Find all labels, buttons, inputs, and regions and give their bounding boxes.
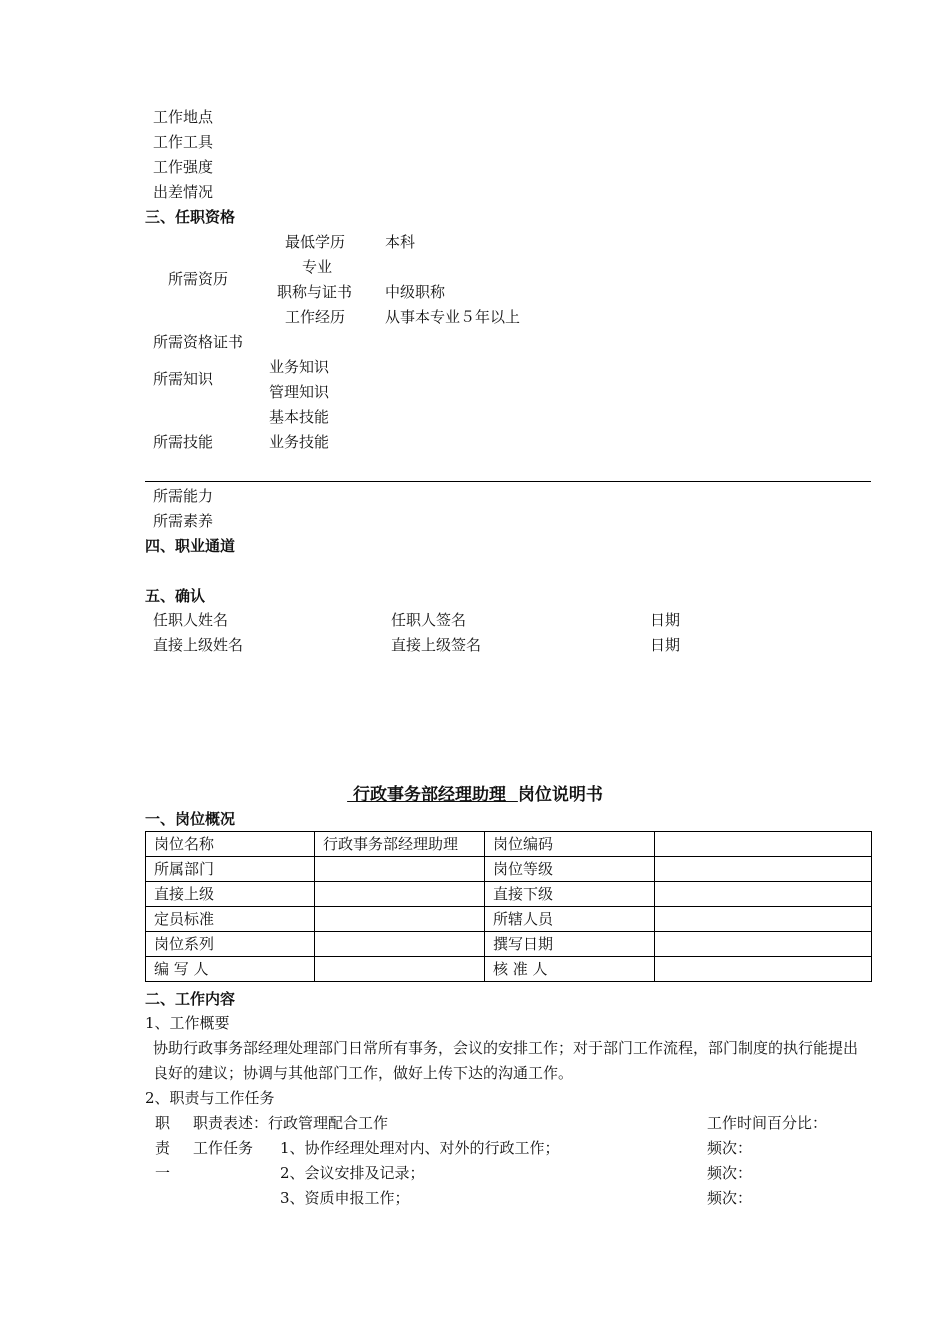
duty-column-char: 职 xyxy=(155,1114,171,1132)
table-row xyxy=(146,957,872,982)
table-label-cell: 所辖人员 xyxy=(485,907,655,932)
skills-label: 所需技能 xyxy=(153,433,214,451)
holder-sign-label: 任职人签名 xyxy=(391,611,467,629)
major-label: 专业 xyxy=(302,258,333,276)
work-intensity-label: 工作强度 xyxy=(153,158,214,176)
certificate-label: 所需资格证书 xyxy=(153,333,244,351)
confirm-heading: 五、确认 xyxy=(145,587,206,605)
skills-item: 业务技能 xyxy=(269,433,330,451)
table-label-cell: 直接上级 xyxy=(146,882,315,907)
knowledge-item: 业务知识 xyxy=(269,358,330,376)
work-content-heading: 二、工作内容 xyxy=(145,990,236,1008)
title-suffix: 岗位说明书 xyxy=(517,785,603,805)
title-position-name: 行政事务部经理助理 xyxy=(347,785,518,805)
knowledge-label: 所需知识 xyxy=(153,370,214,388)
table-label-cell: 定员标准 xyxy=(146,907,315,932)
task-label: 工作任务 xyxy=(193,1139,254,1157)
summary-heading: 1、工作概要 xyxy=(145,1014,230,1032)
table-value-cell xyxy=(315,957,485,982)
table-label-cell: 岗位等级 xyxy=(485,857,655,882)
table-label-cell: 编 写 人 xyxy=(146,957,315,982)
quality-label: 所需素养 xyxy=(153,512,214,530)
table-label-cell: 撰写日期 xyxy=(485,932,655,957)
table-value-cell: 行政事务部经理助理 xyxy=(315,832,485,857)
time-percentage-label: 工作时间百分比： xyxy=(707,1114,828,1132)
summary-text: 协助行政事务部经理处理部门日常所有事务，会议的安排工作；对于部门工作流程，部门制度的执行能提出良好的建议；协调与其他部门工作，做好上传下达的沟通工作。 xyxy=(153,1039,859,1082)
supervisor-sign-label: 直接上级签名 xyxy=(391,636,482,654)
table-value-cell xyxy=(655,957,872,982)
min-education-label: 最低学历 xyxy=(285,233,346,251)
table-label-cell: 核 准 人 xyxy=(485,957,655,982)
table-row xyxy=(146,857,872,882)
work-experience-value: 从事本专业５年以上 xyxy=(385,308,521,326)
table-value-cell xyxy=(655,882,872,907)
table-value-cell xyxy=(655,857,872,882)
table-label-cell: 岗位编码 xyxy=(485,832,655,857)
work-tools-label: 工作工具 xyxy=(153,133,214,151)
table-value-cell xyxy=(655,907,872,932)
table-value-cell xyxy=(315,932,485,957)
duty-column-char: 责 xyxy=(155,1139,171,1157)
min-education-value: 本科 xyxy=(385,233,416,251)
task-item: 1、协作经理处理对内、对外的行政工作； xyxy=(280,1139,560,1157)
skills-item: 基本技能 xyxy=(269,408,330,426)
duty-description: 职责表述：行政管理配合工作 xyxy=(193,1114,389,1132)
document-title xyxy=(0,784,950,806)
table-row xyxy=(146,907,872,932)
section-divider xyxy=(145,481,871,482)
business-travel-label: 出差情况 xyxy=(153,183,214,201)
table-label-cell: 岗位名称 xyxy=(146,832,315,857)
table-label-cell: 岗位系列 xyxy=(146,932,315,957)
duty-column-char: 一 xyxy=(155,1164,171,1182)
overview-heading: 一、岗位概况 xyxy=(145,810,236,828)
holder-name-label: 任职人姓名 xyxy=(153,611,229,629)
table-value-cell xyxy=(315,907,485,932)
supervisor-name-label: 直接上级姓名 xyxy=(153,636,244,654)
frequency-label: 频次： xyxy=(707,1189,753,1207)
knowledge-item: 管理知识 xyxy=(269,383,330,401)
table-row xyxy=(146,932,872,957)
table-value-cell xyxy=(655,832,872,857)
table-value-cell xyxy=(315,857,485,882)
duties-heading: 2、职责与工作任务 xyxy=(145,1089,275,1107)
work-location-label: 工作地点 xyxy=(153,108,214,126)
frequency-label: 频次： xyxy=(707,1139,753,1157)
frequency-label: 频次： xyxy=(707,1164,753,1182)
qualifications-heading: 三、任职资格 xyxy=(145,208,236,226)
career-heading: 四、职业通道 xyxy=(145,537,236,555)
work-experience-label: 工作经历 xyxy=(285,308,346,326)
ability-label: 所需能力 xyxy=(153,487,214,505)
holder-date-label: 日期 xyxy=(650,611,681,629)
table-value-cell xyxy=(315,882,485,907)
position-overview-table xyxy=(145,831,872,982)
task-item: 2、会议安排及记录； xyxy=(280,1164,425,1182)
title-cert-value: 中级职称 xyxy=(385,283,446,301)
task-item: 3、资质申报工作； xyxy=(280,1189,410,1207)
experience-label: 所需资历 xyxy=(168,270,229,288)
supervisor-date-label: 日期 xyxy=(650,636,681,654)
table-row xyxy=(146,882,872,907)
title-cert-label: 职称与证书 xyxy=(277,283,353,301)
table-label-cell: 所属部门 xyxy=(146,857,315,882)
table-label-cell: 直接下级 xyxy=(485,882,655,907)
table-value-cell xyxy=(655,932,872,957)
table-row xyxy=(146,832,872,857)
